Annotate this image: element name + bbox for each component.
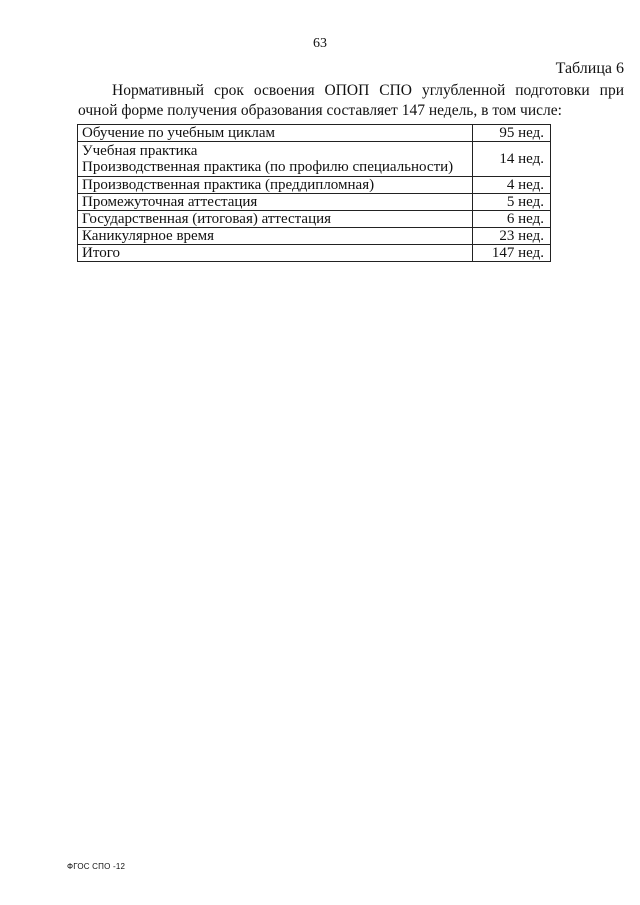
table-row	[78, 228, 551, 245]
row-label-educational-practice: Учебная практика	[82, 143, 198, 159]
row-label-vacation: Каникулярное время	[78, 228, 473, 245]
row-value-final: 6 нед.	[473, 211, 551, 228]
row-label-prediploma: Производственная практика (преддипломная)	[78, 177, 473, 194]
row-value-intermediate: 5 нед.	[473, 194, 551, 211]
row-value-prediploma: 4 нед.	[473, 177, 551, 194]
row-value-cycles: 95 нед.	[473, 125, 551, 142]
table-row	[78, 211, 551, 228]
row-label-cycles: Обучение по учебным циклам	[78, 125, 473, 142]
row-label-total: Итого	[78, 245, 473, 262]
table-caption: Таблица 6	[555, 60, 624, 77]
table-row	[78, 125, 551, 142]
row-value-vacation: 23 нед.	[473, 228, 551, 245]
row-label-final: Государственная (итоговая) аттестация	[78, 211, 473, 228]
footer-label: ФГОС СПО -12	[67, 862, 126, 871]
row-label-practice	[78, 142, 473, 177]
row-value-total: 147 нед.	[473, 245, 551, 262]
table-row	[78, 142, 551, 177]
table-row	[78, 245, 551, 262]
row-value-practice: 14 нед.	[473, 142, 551, 177]
study-duration-table	[77, 124, 551, 262]
intro-paragraph: Нормативный срок освоения ОПОП СПО углубленной подготовки при очной форме получения образования составляет 147 недель, в том числе:	[78, 82, 624, 119]
table-row	[78, 194, 551, 211]
table-row	[78, 177, 551, 194]
row-label-intermediate: Промежуточная аттестация	[78, 194, 473, 211]
row-label-production-practice: Производственная практика (по профилю специальности)	[82, 159, 454, 175]
page-number: 63	[313, 36, 327, 51]
